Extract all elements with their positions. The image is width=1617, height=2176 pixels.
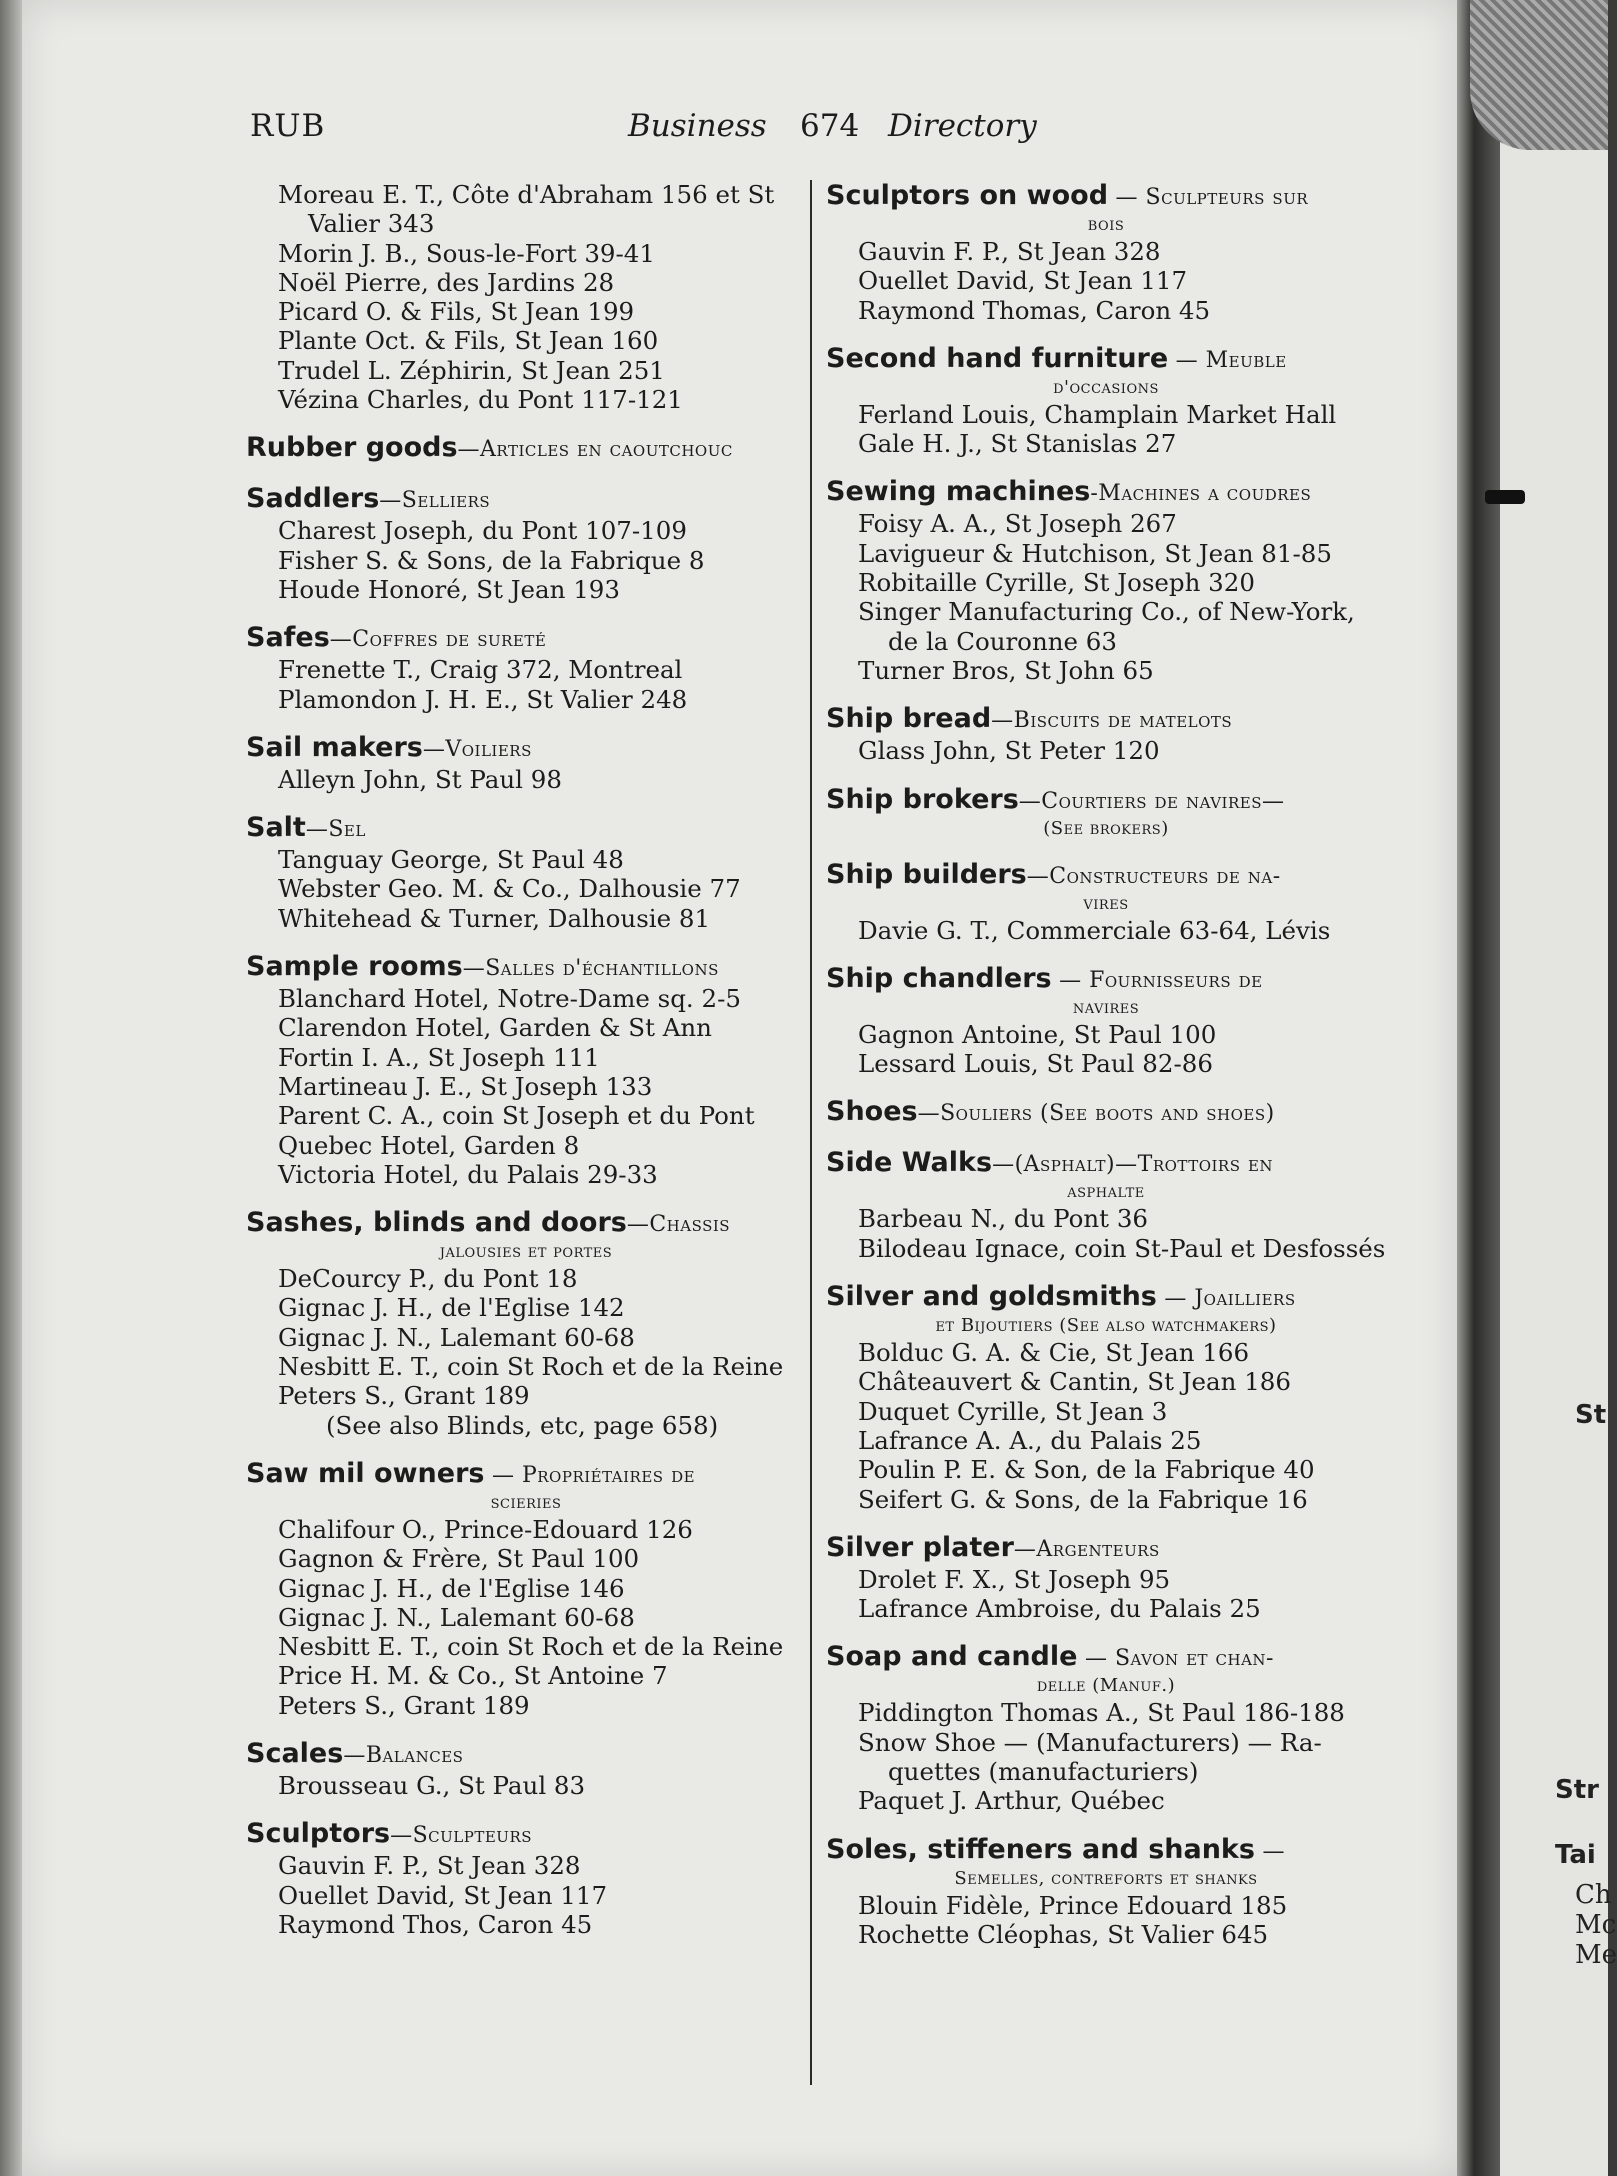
heading-french: —Souliers (See boots and shoes)	[917, 1101, 1275, 1127]
directory-entry	[826, 597, 1386, 656]
directory-entry	[246, 356, 806, 385]
entry-text: Morin J. B., Sous-le-Fort 39-41	[278, 238, 655, 268]
directory-entry	[826, 296, 1386, 325]
section-heading	[246, 1458, 806, 1515]
heading-french: — Sculpteurs sur	[1108, 185, 1309, 210]
directory-entry	[246, 180, 806, 239]
directory-entry	[246, 1043, 806, 1072]
heading-english: Ship chandlers	[826, 962, 1052, 994]
binding-cloth	[1470, 0, 1608, 150]
directory-entry	[246, 984, 806, 1013]
entry-text: Alleyn John, St Paul 98	[278, 764, 562, 794]
section-heading	[246, 1738, 806, 1771]
directory-entry	[246, 297, 806, 326]
directory-entry	[246, 546, 806, 575]
directory-section	[246, 432, 806, 465]
heading-french: — Propriétaires de	[484, 1462, 696, 1488]
directory-section	[246, 180, 806, 414]
entry-text: Moreau E. T., Côte d'Abraham 156 et St	[278, 180, 775, 209]
column-divider	[810, 180, 812, 2085]
directory-section	[246, 622, 806, 714]
directory-entry	[826, 568, 1386, 597]
heading-english: Soles, stiffeners and shanks	[826, 1833, 1255, 1865]
entry-text: Gignac J. N., Lalemant 60-68	[278, 1602, 635, 1632]
directory-entry	[246, 1323, 806, 1352]
entry-text: Bilodeau Ignace, coin St-Paul et Desfossés	[858, 1233, 1386, 1263]
entry-text: Nesbitt E. T., coin St Roch et de la Reine	[278, 1352, 784, 1382]
heading-english: Saddlers	[246, 483, 380, 515]
next-page-fragment: Ch	[1575, 1880, 1612, 1910]
heading-english: Second hand furniture	[826, 342, 1169, 374]
heading-continuation: jalousies et portes	[439, 1241, 613, 1263]
next-page-fragment: Me	[1575, 1940, 1617, 1970]
directory-entry	[246, 1515, 806, 1544]
section-heading	[246, 951, 806, 984]
entry-text: Lafrance A. A., du Palais 25	[858, 1425, 1202, 1455]
heading-english: Ship brokers	[826, 783, 1019, 815]
directory-entry	[246, 904, 806, 933]
entry-text: Price H. M. & Co., St Antoine 7	[278, 1661, 668, 1691]
directory-section	[826, 1532, 1386, 1624]
directory-section	[826, 1834, 1386, 1950]
heading-continuation: asphalte	[1067, 1181, 1145, 1203]
page-number: 674	[800, 108, 860, 144]
entry-text: Drolet F. X., St Joseph 95	[858, 1564, 1171, 1594]
entry-text: Lafrance Ambroise, du Palais 25	[858, 1594, 1261, 1624]
book-gutter	[1457, 0, 1500, 2176]
section-heading	[826, 1281, 1386, 1338]
directory-entry	[826, 400, 1386, 429]
entry-text: Ferland Louis, Champlain Market Hall	[858, 399, 1337, 429]
heading-english: Sail makers	[246, 731, 423, 763]
entry-text: Webster Geo. M. & Co., Dalhousie 77	[278, 874, 741, 904]
right-column	[826, 180, 1386, 1967]
next-page-fragment: Str	[1555, 1775, 1599, 1805]
entry-text: Foisy A. A., St Joseph 267	[858, 509, 1177, 539]
entry-text: Lavigueur & Hutchison, St Jean 81-85	[858, 538, 1332, 568]
next-page-fragment: St	[1575, 1400, 1607, 1430]
directory-entry	[826, 429, 1386, 458]
heading-english: Rubber goods	[246, 432, 458, 464]
directory-entry	[826, 266, 1386, 295]
directory-entry	[826, 1891, 1386, 1920]
directory-entry	[826, 1234, 1386, 1263]
directory-section	[826, 963, 1386, 1079]
directory-entry	[246, 1881, 806, 1910]
directory-entry	[246, 1352, 806, 1381]
entry-text: Gignac J. N., Lalemant 60-68	[278, 1322, 635, 1352]
directory-entry	[826, 736, 1386, 765]
heading-english: Sculptors	[246, 1818, 391, 1850]
directory-entry	[246, 1910, 806, 1939]
entry-text: Gignac J. H., de l'Eglise 146	[278, 1573, 625, 1603]
heading-english: Silver and goldsmiths	[826, 1281, 1157, 1313]
entry-text: Gignac J. H., de l'Eglise 142	[278, 1293, 625, 1323]
directory-entry	[246, 1411, 806, 1440]
entry-text: Châteauvert & Cantin, St Jean 186	[858, 1367, 1291, 1397]
next-page-fragment: Tai	[1555, 1840, 1596, 1870]
heading-french: —Sel	[305, 817, 366, 843]
directory-entry	[826, 1786, 1386, 1815]
directory-entry	[826, 237, 1386, 266]
directory-entry	[246, 575, 806, 604]
directory-entry	[246, 874, 806, 903]
section-heading	[826, 1096, 1386, 1129]
section-heading	[826, 1147, 1386, 1204]
entry-text: Robitaille Cyrille, St Joseph 320	[858, 568, 1255, 598]
section-heading	[246, 732, 806, 765]
section-heading	[246, 622, 806, 655]
entry-continuation: quettes (manufacturiers)	[888, 1757, 1199, 1787]
heading-continuation: (See brokers)	[1043, 817, 1169, 839]
directory-entry	[826, 1698, 1386, 1727]
directory-entry	[826, 1565, 1386, 1594]
next-page-fragment: Mc	[1575, 1910, 1617, 1940]
directory-entry	[826, 1020, 1386, 1049]
directory-section	[826, 1147, 1386, 1263]
entry-text: Frenette T., Craig 372, Montreal	[278, 655, 683, 685]
running-head: RUB	[250, 108, 326, 144]
entry-text: Gale H. J., St Stanislas 27	[858, 429, 1177, 459]
page-header	[250, 108, 1390, 148]
entry-text: Snow Shoe — (Manufacturers) — Ra-	[858, 1727, 1322, 1757]
heading-english: Side Walks	[826, 1147, 993, 1179]
directory-entry	[826, 916, 1386, 945]
directory-entry	[826, 1367, 1386, 1396]
directory-entry	[246, 385, 806, 414]
directory-section	[826, 859, 1386, 945]
heading-french: —Selliers	[379, 488, 491, 514]
entry-text: Raymond Thos, Caron 45	[278, 1909, 593, 1939]
heading-english: Shoes	[826, 1096, 918, 1128]
heading-english: Salt	[246, 812, 306, 844]
heading-english: Soap and candle	[826, 1641, 1078, 1673]
directory-section	[246, 1738, 806, 1800]
entry-text: Blouin Fidèle, Prince Edouard 185	[858, 1890, 1288, 1920]
entry-text: Vézina Charles, du Pont 117-121	[278, 385, 683, 415]
directory-entry	[826, 1204, 1386, 1233]
directory-section	[246, 1458, 806, 1720]
entry-text: Bolduc G. A. & Cie, St Jean 166	[858, 1338, 1250, 1368]
entry-text: Houde Honoré, St Jean 193	[278, 574, 620, 604]
section-heading	[826, 180, 1386, 237]
directory-entry	[246, 1264, 806, 1293]
entry-text: Fortin I. A., St Joseph 111	[278, 1042, 600, 1072]
heading-english: Scales	[246, 1737, 344, 1769]
binding-thread	[1485, 490, 1525, 504]
directory-entry	[246, 326, 806, 355]
section-heading	[826, 1532, 1386, 1565]
heading-english: Sculptors on wood	[826, 180, 1109, 211]
heading-english: Silver plater	[826, 1531, 1014, 1563]
directory-entry	[246, 765, 806, 794]
section-heading	[826, 343, 1386, 400]
directory-entry	[246, 1661, 806, 1690]
heading-english: Sashes, blinds and doors	[246, 1207, 627, 1239]
section-heading	[826, 1834, 1386, 1891]
entry-text: Davie G. T., Commerciale 63-64, Lévis	[858, 915, 1331, 945]
heading-english: Sewing machines	[826, 476, 1091, 508]
section-heading	[246, 432, 806, 465]
directory-entry	[246, 1013, 806, 1042]
entry-text: Barbeau N., du Pont 36	[858, 1204, 1148, 1234]
heading-french: —	[1254, 1838, 1285, 1864]
heading-english: Ship bread	[826, 703, 992, 735]
entry-text: Fisher S. & Sons, de la Fabrique 8	[278, 545, 705, 575]
directory-section	[246, 1818, 806, 1939]
directory-entry	[246, 1632, 806, 1661]
directory-entry	[826, 1338, 1386, 1367]
entry-text: Ouellet David, St Jean 117	[858, 266, 1188, 296]
directory-entry	[246, 1072, 806, 1101]
directory-entry	[246, 1603, 806, 1632]
directory-section	[826, 180, 1386, 325]
directory-entry	[246, 1574, 806, 1603]
header-subtitle: Directory	[888, 108, 1037, 144]
heading-continuation: scieries	[490, 1491, 562, 1513]
section-heading	[246, 1207, 806, 1264]
directory-entry	[826, 1728, 1386, 1787]
directory-section	[826, 784, 1386, 841]
heading-english: Sample rooms	[246, 951, 463, 983]
entry-text: Poulin P. E. & Son, de la Fabrique 40	[858, 1455, 1315, 1485]
section-heading	[826, 1641, 1386, 1698]
page-edge	[0, 0, 22, 2176]
entry-text: Peters S., Grant 189	[278, 1381, 530, 1411]
heading-french: — Meuble	[1168, 347, 1287, 373]
directory-entry	[246, 1771, 806, 1800]
entry-text: Victoria Hotel, du Palais 29-33	[278, 1159, 658, 1189]
heading-french: — Savon et chan-	[1077, 1646, 1274, 1672]
left-column	[246, 180, 806, 1957]
directory-section	[826, 343, 1386, 459]
directory-section	[826, 1096, 1386, 1129]
directory-entry	[246, 1160, 806, 1189]
entry-text: DeCourcy P., du Pont 18	[278, 1264, 578, 1294]
entry-text: Gauvin F. P., St Jean 328	[858, 237, 1161, 266]
directory-entry	[826, 1049, 1386, 1078]
heading-french: —Voiliers	[422, 736, 532, 762]
entry-text: Charest Joseph, du Pont 107-109	[278, 516, 687, 546]
section-heading	[246, 1818, 806, 1851]
section-heading	[826, 476, 1386, 509]
entry-text: Gauvin F. P., St Jean 328	[278, 1851, 581, 1881]
entry-text: Raymond Thomas, Caron 45	[858, 295, 1211, 325]
directory-entry	[826, 1397, 1386, 1426]
entry-continuation: de la Couronne 63	[888, 626, 1117, 656]
heading-french: —Courtiers de navires—	[1018, 788, 1285, 814]
heading-french: —Constructeurs de na-	[1026, 863, 1281, 889]
directory-entry	[246, 1293, 806, 1322]
entry-text: Brousseau G., St Paul 83	[278, 1770, 586, 1800]
heading-french: —Sculpteurs	[390, 1823, 533, 1849]
heading-english: Saw mil owners	[246, 1457, 485, 1489]
heading-french: —(Asphalt)—Trottoirs en	[992, 1152, 1274, 1178]
entry-text: Whitehead & Turner, Dalhousie 81	[278, 903, 711, 933]
heading-continuation: vires	[1083, 892, 1129, 914]
section-heading	[826, 859, 1386, 916]
directory-entry	[246, 1381, 806, 1410]
directory-entry	[246, 1851, 806, 1880]
heading-french: —Balances	[343, 1742, 464, 1768]
entry-continuation: Valier 343	[308, 209, 435, 239]
heading-english: Ship builders	[826, 858, 1027, 890]
heading-french: —Coffres de sureté	[329, 627, 547, 653]
entry-text: Glass John, St Peter 120	[858, 736, 1160, 766]
directory-section	[826, 1281, 1386, 1514]
heading-french: —Chassis	[626, 1212, 731, 1238]
directory-entry	[826, 1594, 1386, 1623]
directory-entry	[826, 1426, 1386, 1455]
directory-entry	[246, 516, 806, 545]
directory-section	[246, 483, 806, 604]
entry-text: Singer Manufacturing Co., of New-York,	[858, 597, 1355, 627]
entry-text: Gagnon Antoine, St Paul 100	[858, 1019, 1217, 1049]
directory-entry	[826, 1485, 1386, 1514]
heading-french: —Argenteurs	[1013, 1536, 1160, 1562]
section-heading	[246, 812, 806, 845]
directory-entry	[826, 1920, 1386, 1949]
directory-entry	[826, 539, 1386, 568]
entry-text: (See also Blinds, etc, page 658)	[326, 1410, 719, 1440]
entry-text: Picard O. & Fils, St Jean 199	[278, 297, 635, 327]
directory-entry	[826, 1455, 1386, 1484]
entry-text: Plamondon J. H. E., St Valier 248	[278, 684, 688, 714]
heading-english: Safes	[246, 622, 330, 654]
section-heading	[826, 963, 1386, 1020]
directory-entry	[246, 268, 806, 297]
entry-text: Noël Pierre, des Jardins 28	[278, 267, 615, 297]
entry-text: Peters S., Grant 189	[278, 1690, 530, 1720]
section-heading	[826, 703, 1386, 736]
entry-text: Martineau J. E., St Joseph 133	[278, 1071, 653, 1101]
heading-french: — Fournisseurs de	[1051, 967, 1263, 993]
heading-continuation: bois	[1087, 214, 1125, 235]
heading-continuation: delle (Manuf.)	[1036, 1675, 1176, 1697]
entry-text: Nesbitt E. T., coin St Roch et de la Reine	[278, 1632, 784, 1662]
heading-continuation: navires	[1072, 996, 1140, 1018]
directory-entry	[246, 1691, 806, 1720]
entry-text: Lessard Louis, St Paul 82-86	[858, 1049, 1213, 1079]
directory-section	[826, 1641, 1386, 1815]
directory-entry	[826, 509, 1386, 538]
heading-continuation: d'occasions	[1053, 376, 1159, 398]
entry-text: Gagnon & Frère, St Paul 100	[278, 1544, 640, 1574]
entry-text: Trudel L. Zéphirin, St Jean 251	[278, 355, 665, 385]
header-title: Business	[628, 108, 767, 144]
entry-text: Tanguay George, St Paul 48	[278, 845, 624, 875]
entry-text: Plante Oct. & Fils, St Jean 160	[278, 326, 659, 356]
entry-text: Piddington Thomas A., St Paul 186-188	[858, 1698, 1345, 1728]
entry-text: Paquet J. Arthur, Québec	[858, 1786, 1165, 1816]
entry-text: Blanchard Hotel, Notre-Dame sq. 2-5	[278, 984, 741, 1014]
heading-french: —Biscuits de matelots	[991, 708, 1233, 734]
directory-entry	[246, 685, 806, 714]
entry-text: Clarendon Hotel, Garden & St Ann	[278, 1013, 712, 1043]
entry-text: Duquet Cyrille, St Jean 3	[858, 1396, 1168, 1426]
directory-entry	[246, 239, 806, 268]
heading-continuation: Semelles, contreforts et shanks	[954, 1867, 1258, 1889]
directory-section	[246, 732, 806, 794]
heading-french: —Salles d'échantillons	[462, 956, 719, 982]
heading-continuation: et Bijoutiers (See also watchmakers)	[935, 1315, 1277, 1337]
entry-text: Parent C. A., coin St Joseph et du Pont	[278, 1101, 755, 1131]
directory-entry	[246, 655, 806, 684]
entry-text: Ouellet David, St Jean 117	[278, 1880, 608, 1910]
directory-entry	[246, 1131, 806, 1160]
directory-section	[826, 476, 1386, 685]
section-heading	[246, 483, 806, 516]
heading-french: — Joailliers	[1156, 1286, 1296, 1312]
directory-section	[246, 1207, 806, 1440]
entry-text: Quebec Hotel, Garden 8	[278, 1130, 580, 1160]
entry-text: Rochette Cléophas, St Valier 645	[858, 1919, 1269, 1949]
directory-section	[246, 951, 806, 1189]
directory-entry	[246, 1101, 806, 1130]
heading-french: -Machines a coudres	[1090, 481, 1312, 507]
directory-entry	[246, 845, 806, 874]
directory-section	[246, 812, 806, 933]
directory-entry	[826, 656, 1386, 685]
section-heading	[826, 784, 1386, 841]
entry-text: Turner Bros, St John 65	[858, 655, 1154, 685]
heading-french: —Articles en caoutchouc	[457, 437, 733, 463]
entry-text: Chalifour O., Prince-Edouard 126	[278, 1514, 693, 1544]
directory-entry	[246, 1544, 806, 1573]
entry-text: Seifert G. & Sons, de la Fabrique 16	[858, 1484, 1308, 1514]
directory-section	[826, 703, 1386, 765]
